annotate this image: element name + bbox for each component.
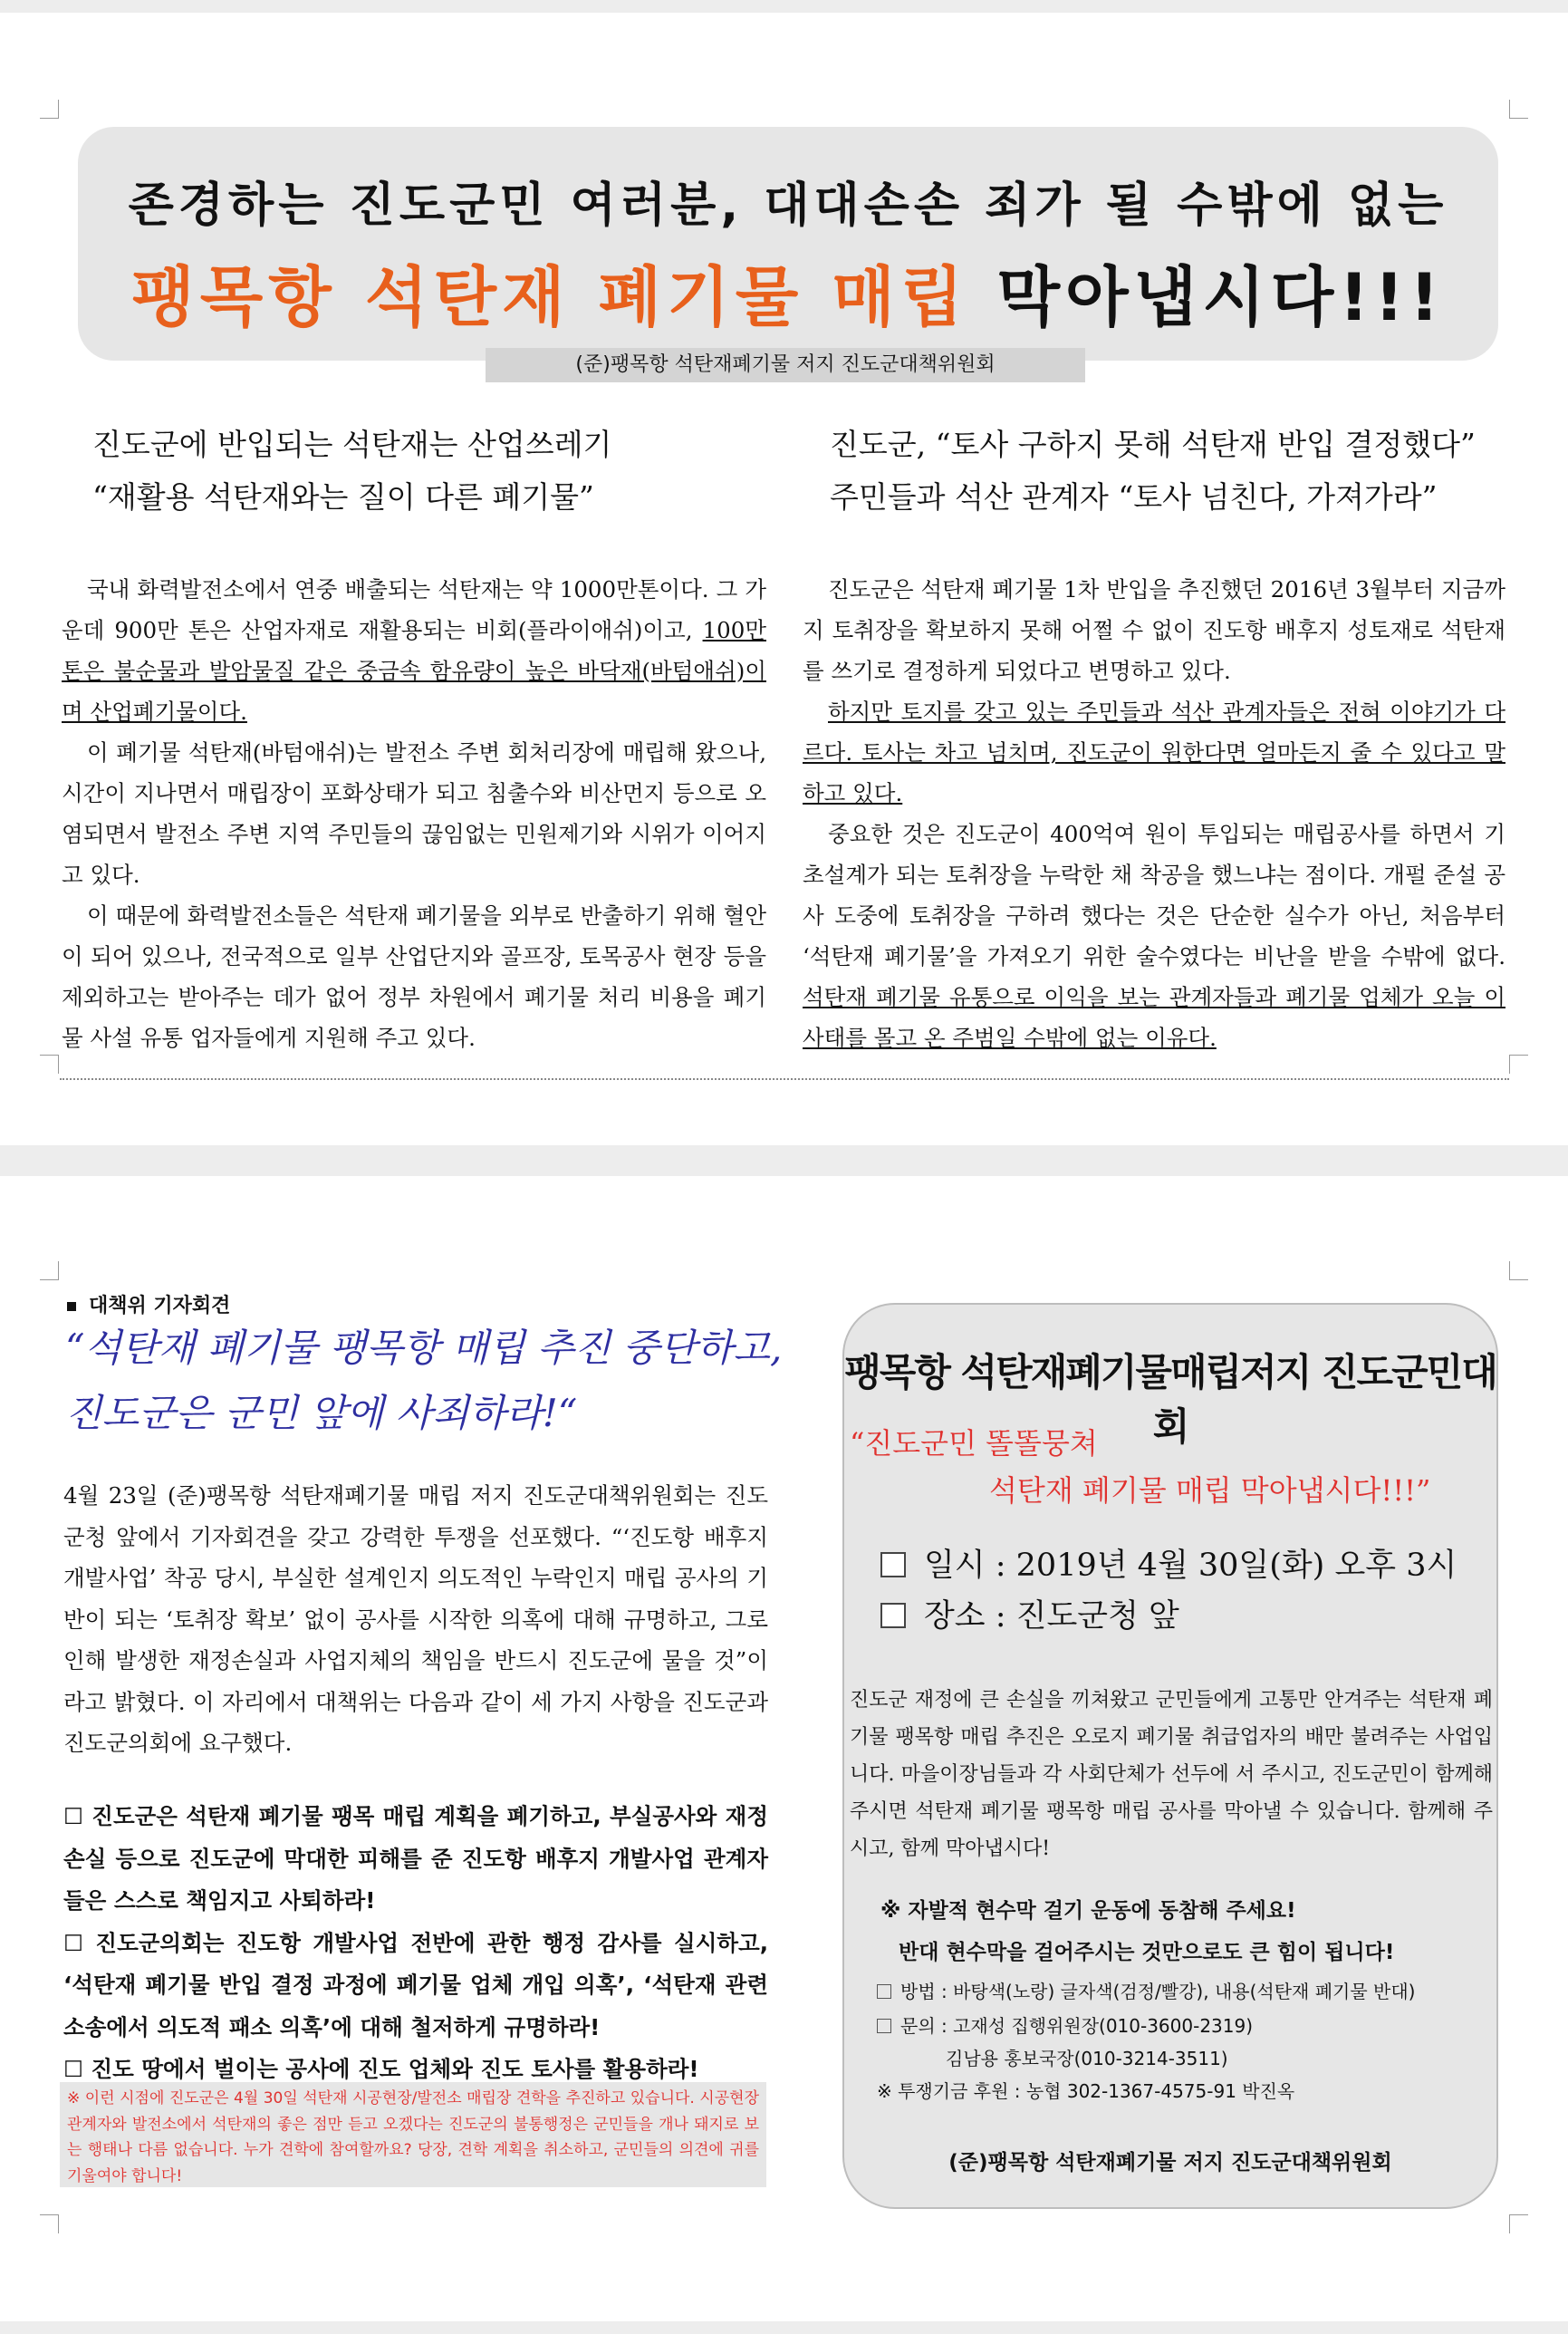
checkbox-icon: [880, 1603, 906, 1628]
page-divider: [60, 1078, 1509, 1080]
crop-mark: [40, 2214, 59, 2233]
demand-item-2: ☐ 진도군의회는 진도항 개발사업 전반에 관한 행정 감사를 실시하고, ‘석탄재 폐기물 반입 결정 과정에 폐기물 업체 개입 의혹’, ‘석탄재 관련 소송에서 의도적 패소 의혹’에 대해 철저하게 규명하라!: [63, 1929, 768, 2040]
title-banner: [78, 127, 1498, 361]
press-quote-line-1: “석탄재 폐기물 팽목항 매립 추진 중단하고,: [65, 1326, 783, 1370]
right-headline: [830, 419, 1476, 524]
tour-warning-note: ※ 이런 시점에 진도군은 4월 30일 석탄재 시공현장/발전소 매립장 견학을 추진하고 있습니다. 시공현장 관계자와 발전소에서 석탄재의 좋은 점만 듣고 오겠다는 진도군의 불통행정은 군민들을 개나 돼지로 보는 행태나 다름 없습니다. 누가 견학에 참여할까요? 당장, 견학 계획을 취소하고, 군민들의 의견에 귀를 기울여야 합니다!: [60, 2082, 766, 2187]
right-paragraph-3-text: 중요한 것은 진도군이 400억여 원이 투입되는 매립공사를 하면서 기초설계가 되는 토취장을 누락한 채 착공을 했느냐는 점이다. 개펄 준설 공사 도중에 토취장을 구하려 했다는 것은 단순한 실수가 아닌, 처음부터 ‘석탄재 폐기물’을 가져오기 위한 술수였다는 비난을 받을 수밖에 없다.: [803, 821, 1505, 969]
rally-place-text: 장소 : 진도군청 앞: [924, 1598, 1179, 1635]
document-page-1: [0, 13, 1568, 1145]
checkbox-icon: [877, 2019, 891, 2033]
checkbox-icon: [877, 1984, 891, 1999]
contact-line-1-text: 문의 : 고재성 집행위원장(010-3600-2319): [900, 2015, 1254, 2037]
left-headline-line-1: 진도군에 반입되는 석탄재는 산업쓰레기: [92, 427, 612, 462]
demands-list: [63, 1796, 768, 2091]
crop-mark: [1509, 100, 1528, 119]
organization-bar: (준)팽목항 석탄재폐기물 저지 진도군대책위원회: [486, 348, 1085, 382]
bullet-square-icon: [67, 1302, 76, 1311]
rally-date: [880, 1540, 1457, 1586]
document-page-2: [0, 1176, 1568, 2321]
rally-body: 진도군 재정에 큰 손실을 끼쳐왔고 군민들에게 고통만 안겨주는 석탄재 폐기물 팽목항 매립 추진은 오로지 폐기물 취급업자의 배만 불려주는 사업입니다. 마을이장님들과 각 사회단체가 선두에 서 주시고, 진도군민이 함께해 주시면 석탄재 폐기물 팽목항 매립 공사를 막아낼 수 있습니다. 함께해 주시고, 함께 막아냅시다!: [850, 1689, 1493, 1860]
banner-rest: 막아냅시다!!!: [968, 259, 1445, 335]
banner-line-1: 존경하는 진도군민 여러분, 대대손손 죄가 될 수밖에 없는: [128, 178, 1448, 233]
donation-info: ※ 투쟁기금 후원 : 농협 302-1367-4575-91 박진옥: [877, 2080, 1295, 2102]
checkbox-icon: [880, 1552, 906, 1577]
demand-item-1: ☐ 진도군은 석탄재 폐기물 팽목 매립 계획을 폐기하고, 부실공사와 재정손실 등으로 진도군에 막대한 피해를 준 진도항 배후지 개발사업 관계자들은 스스로 책임지고 사퇴하라!: [63, 1803, 768, 1914]
left-paragraph-1-underline: 100만톤은 불순물과 발암물질 같은 중금속 함유량이 높은 바닥재(바텀애쉬)이며 산업폐기물이다.: [62, 617, 766, 725]
demand-item-3: ☐ 진도 땅에서 벌이는 공사에 진도 업체와 진도 토사를 활용하라!: [63, 2056, 699, 2082]
contact-line-1: [877, 2011, 1253, 2038]
banner-line-2: [78, 245, 1498, 339]
banner-method-text: 방법 : 바탕색(노랑) 글자색(검정/빨강), 내용(석탄재 폐기물 반대): [900, 1981, 1416, 2002]
crop-mark: [40, 1261, 59, 1280]
left-paragraph-1: [62, 569, 766, 732]
right-paragraph-2: 하지만 토지를 갖고 있는 주민들과 석산 관계자들은 전혀 이야기가 다르다. 토사는 차고 넘치며, 진도군이 원한다면 얼마든지 줄 수 있다고 말하고 있다.: [803, 699, 1505, 806]
right-paragraph-1: 진도군은 석탄재 폐기물 1차 반입을 추진했던 2016년 3월부터 지금까지 토취장을 확보하지 못해 어쩔 수 없이 진도항 배후지 성토재로 석탄재를 쓰기로 결정하게 되었다고 변명하고 있다.: [803, 576, 1505, 684]
rally-date-text: 일시 : 2019년 4월 30일(화) 오후 3시: [924, 1548, 1457, 1584]
crop-mark: [40, 100, 59, 119]
left-paragraph-1-text: 국내 화력발전소에서 연중 배출되는 석탄재는 약 1000만톤이다. 그 가운데 900만 톤은 산업자재로 재활용되는 비회(플라이애쉬)이고,: [62, 576, 766, 643]
section-label: [67, 1290, 230, 1318]
crop-mark: [1509, 1055, 1528, 1074]
rally-slogan-line-2: 석탄재 폐기물 매립 막아냅시다!!!”: [989, 1473, 1431, 1508]
right-headline-line-2: 주민들과 석산 관계자 “토사 넘친다, 가져가라”: [830, 479, 1438, 515]
left-headline: [92, 419, 611, 524]
rally-slogan-line-1: “진도군민 똘똘뭉쳐: [850, 1426, 1098, 1461]
contact-line-2: 김남용 홍보국장(010-3214-3511): [946, 2048, 1228, 2069]
left-headline-line-2: “재활용 석탄재와는 질이 다른 폐기물”: [92, 479, 594, 515]
left-article: [62, 569, 766, 1058]
campaign-line-1: ※ 자발적 현수막 걸기 운동에 동참해 주세요!: [880, 1899, 1296, 1923]
press-quote-line-2: 진도군은 군민 앞에 사죄하라!“: [65, 1391, 578, 1435]
crop-mark: [1509, 1261, 1528, 1280]
section-label-text: 대책위 기자회견: [89, 1295, 231, 1317]
press-body: 4월 23일 (준)팽목항 석탄재폐기물 매립 저지 진도군대책위원회는 진도군청 앞에서 기자회견을 갖고 강력한 투쟁을 선포했다. “‘진도항 배후지 개발사업’ 착공 당시, 부실한 설계인지 의도적인 누락인지 매립 공사의 기반이 되는 ‘토취장 확보’ 없이 공사를 시작한 의혹에 대해 규명하고, 그로 인해 발생한 재정손실과 사업지체의 책임을 반드시 진도군에 물을 것”이라고 밝혔다. 이 자리에서 대책위는 다음과 같이 세 가지 사항을 진도군과 진도군의회에 요구했다.: [63, 1482, 768, 1756]
right-paragraph-3: [803, 814, 1505, 1058]
crop-mark: [1509, 2214, 1528, 2233]
rally-title: 팽목항 석탄재폐기물매립저지 진도군민대회: [844, 1350, 1496, 1449]
banner-highlight: 팽목항 석탄재 폐기물 매립: [131, 259, 969, 335]
crop-mark: [40, 1055, 59, 1074]
right-article: [803, 569, 1505, 1058]
campaign-line-2: 반대 현수막을 걸어주시는 것만으로도 큰 힘이 됩니다!: [899, 1941, 1395, 1964]
banner-method: [877, 1977, 1415, 2003]
left-paragraph-3: 이 때문에 화력발전소들은 석탄재 폐기물을 외부로 반출하기 위해 혈안이 되어 있으나, 전국적으로 일부 산업단지와 골프장, 토목공사 현장 등을 제외하고는 받아주는 데가 없어 정부 차원에서 폐기물 처리 비용을 폐기물 사설 유통 업자들에게 지원해 주고 있다.: [62, 902, 766, 1051]
right-headline-line-1: 진도군, “토사 구하지 못해 석탄재 반입 결정했다”: [830, 427, 1476, 462]
rally-place: [880, 1591, 1179, 1636]
right-paragraph-3-underline: 석탄재 폐기물 유통으로 이익을 보는 관계자들과 폐기물 업체가 오늘 이 사태를 몰고 온 주범일 수밖에 없는 이유다.: [803, 984, 1505, 1051]
rally-footer-organization: (준)팽목항 석탄재폐기물 저지 진도군대책위원회: [948, 2151, 1392, 2175]
rally-announcement-box: [842, 1303, 1498, 2209]
left-paragraph-2: 이 폐기물 석탄재(바텀애쉬)는 발전소 주변 회처리장에 매립해 왔으나, 시간이 지나면서 매립장이 포화상태가 되고 침출수와 비산먼지 등으로 오염되면서 발전소 주변 지역 주민들의 끊임없는 민원제기와 시위가 이어지고 있다.: [62, 739, 766, 888]
